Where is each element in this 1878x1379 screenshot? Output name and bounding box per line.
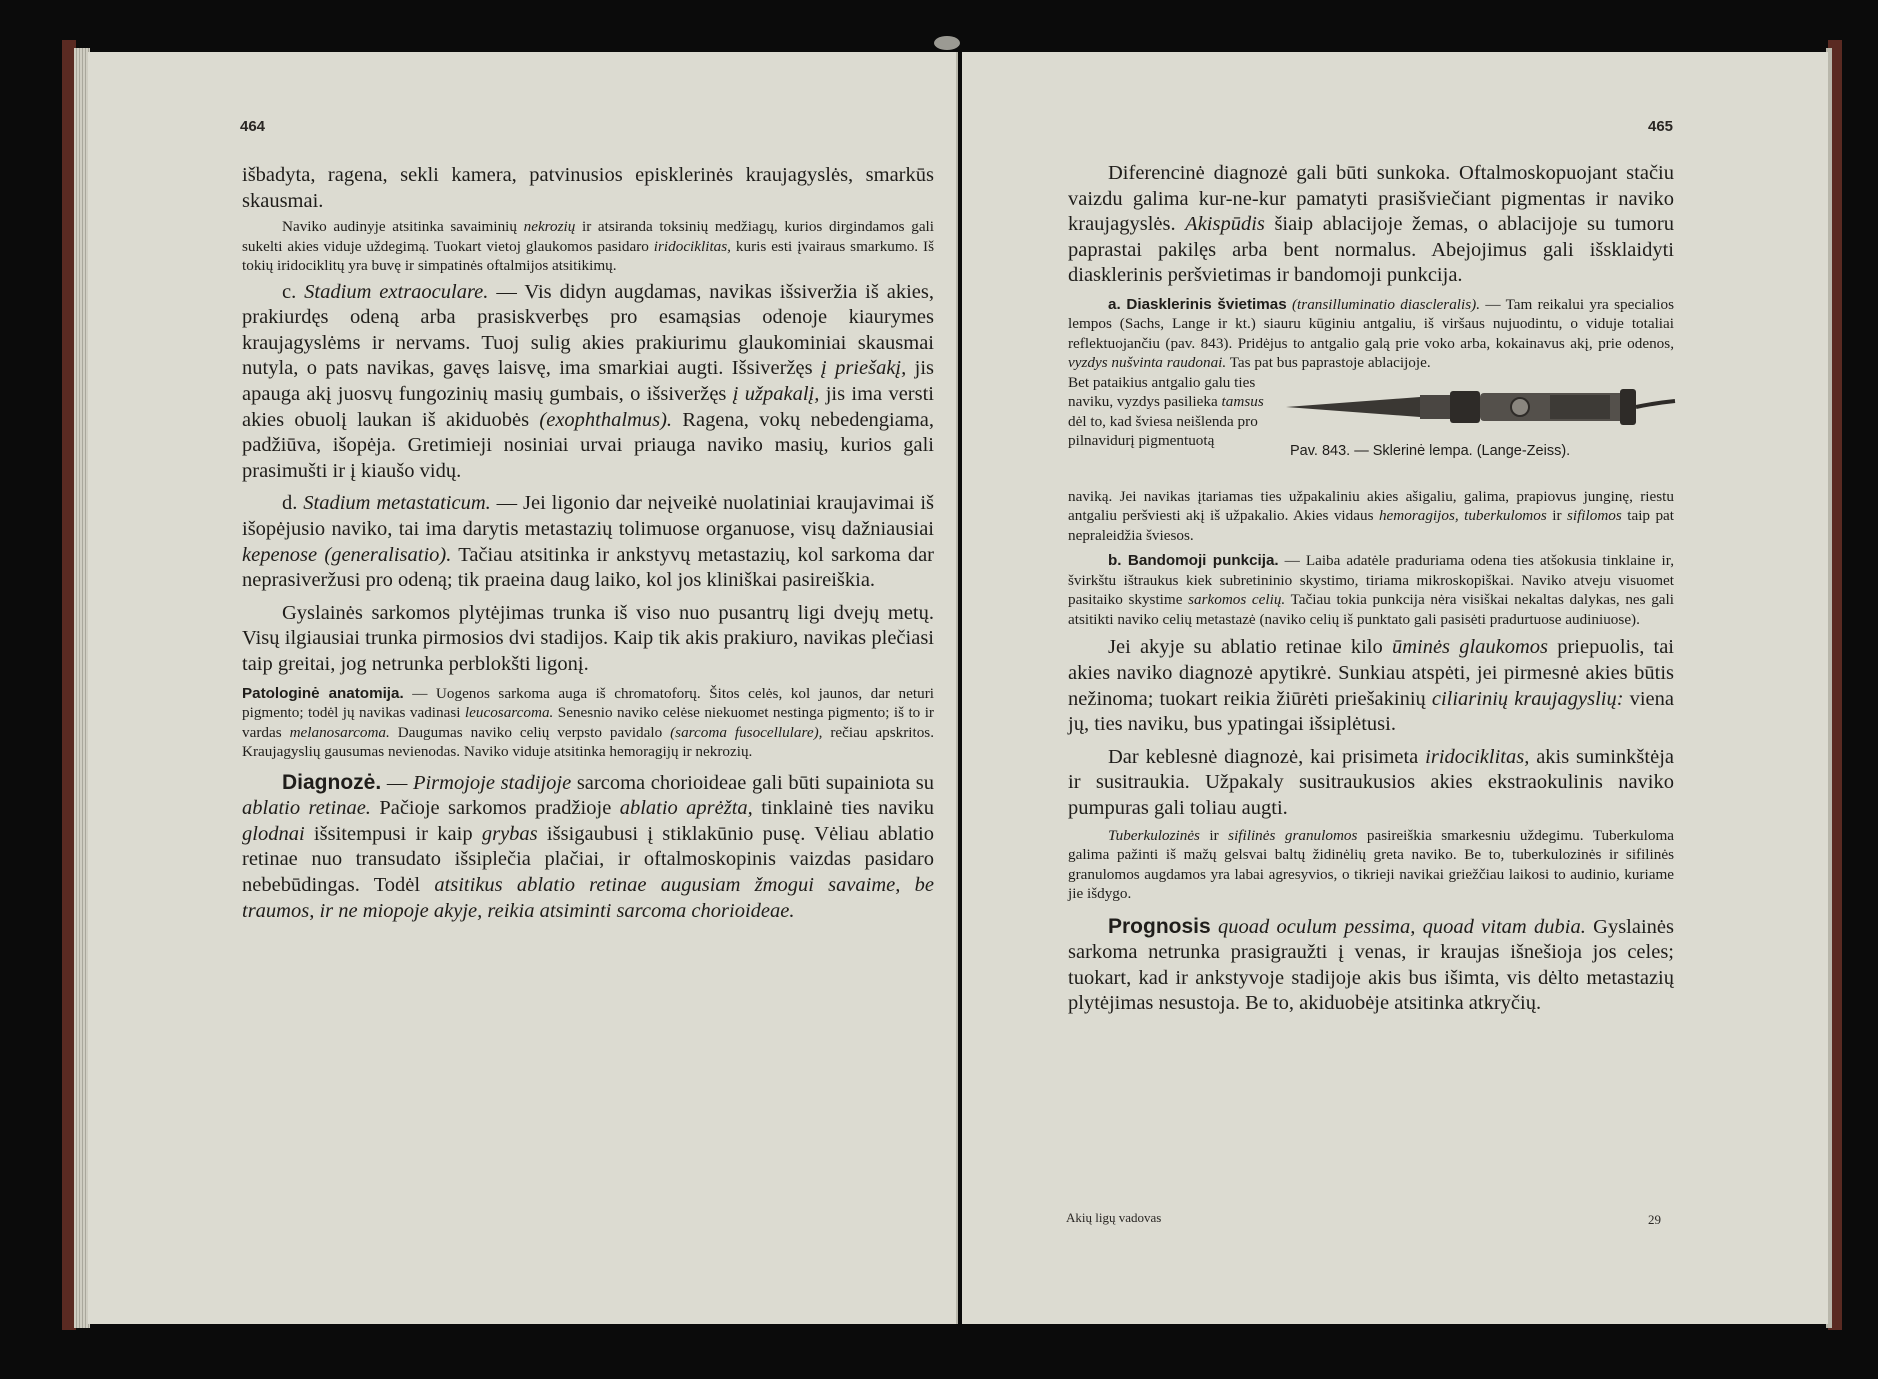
paragraph-iridocyclitis: Dar keblesnė diagnozė, kai prisimeta iridociklitas, akis suminkštėja ir susitraukia. Užpakaly susitraukusios akies ekstraokulinis naviko pumpuras gali toliau augti.: [1068, 745, 1674, 820]
footer-signature-number: 29: [1648, 1212, 1661, 1227]
left-page: [88, 52, 958, 1324]
paragraph-granulomas: Tuberkulozinės ir sifilinės granulomos pasireiškia smarkesniu uždegimu. Tuberkuloma galima pažinti iš mažų gelsvai baltų židinėlių greta naviko. Be to, tuberkulozinės ir sifilinės granulomos augdamos yra labai agresyvios, o tikrieji navikai griežčiau laikosi to audinio, kuriame jie išdygo.: [1068, 826, 1674, 903]
heading-pathological-anatomy: Patologinė anatomija.: [242, 684, 404, 702]
paragraph-duration: Gyslainės sarkomos plytėjimas trunka iš viso nuo pusantrų ligi dvejų metų. Visų ilgiausiai trunka pirmosios dvi stadijos. Kaip tik akis prakiuro, navikas plečiasi taip greitai, jog netrunka perblokšti ligonį.: [242, 601, 934, 675]
right-page: [962, 52, 1828, 1324]
left-page-body: [242, 163, 934, 924]
paragraph-necrosis: Naviko audinyje atsitinka savaiminių nekrozių ir atsiranda toksinių medžiagų, kurios dirgindamos gali sukelti akies viduje uždegimą. Tuokart vietoj glaukomos pasidaro iridociklitas, kuris esti įvairaus smarkumo. Iš tokių iridociklitų yra buvę ir simpatinės oftalmijos atsitikimų.: [242, 218, 934, 275]
heading-diascleral-illumination: a. Diasklerinis švietimas: [1108, 295, 1287, 313]
figure-caption: Pav. 843. — Sklerinė lempa. (Lange-Zeiss).: [1290, 442, 1571, 459]
paragraph-stadium-metastaticum: d. Stadium metastaticum. — Jei ligonio dar neįveikė nuolatiniai kraujavimai iš išopėjusio naviko, tai ima darytis metastazių tolimuose organuose, visų dažniausiai kepenose (generalisatio). Tačiau atsitinka ir ankstyvų metastazių, kol sarkoma dar neprasiveržusi pro odeną; tik praeina daug laiko, kol jos kliniškai pasireiškia.: [242, 492, 934, 592]
paragraph-diascleral-illumination: a. Diasklerinis švietimas (transilluminatio diascleralis). — Tam reikalui yra specialios lempos (Sachs, Lange ir kt.) siauru kūginiu antgaliu, iš viršaus nujuodintu, o viduje totaliai reflektuojančiu (pav. 843). Pridėjus to antgalio galą prie voko arba, kokainavus akį, prie odenos, vyzdys nušvinta raudonai. Tas pat bus paprastoje ablacijoje.: [1068, 295, 1674, 372]
paragraph-diagnosis: Diagnozė. — Pirmojoje stadijoje sarcoma chorioideae gali būti supainiota su ablatio retinae. Pačioje sarkomos pradžioje ablatio aprėžta, tinklainė ties naviku glodnai išsitempusi ir kaip grybas išsigaubusi į stiklakūnio pusę. Vėliau ablatio retinae nuo transudato išsiplečia plačiai, ir oftalmoskopinis vaizdas pasidaro nebebūdingas. Todėl atsitikus ablatio retinae augusiam žmogui savaime, be traumos, ir ne miopoje akyje, reikia atsiminti sarcoma chorioideae.: [242, 770, 934, 922]
paragraph-prognosis: Prognosis quoad oculum pessima, quoad vitam dubia. Gyslainės sarkoma netrunka prasigraužti į venas, ir kraujas išnešioja jos celes; tuokart, kad ir ankstyvoje stadijoje akis bus išimta, vis dėlto metastazių plytėjimas nesustoja. Be to, akiduobėje atsitinka atkryčių.: [1068, 914, 1674, 1015]
right-page-body: [1068, 161, 1674, 1017]
paragraph-test-puncture: b. Bandomoji punkcija. — Laiba adatėle praduriama odena ties atšokusia tinklaine ir, švirkštu ištraukus kiek subretininio skystimo, tiriama mikroskopiškai. Naviko atveju visuomet pasitaiko skystime sarkomos celių. Tačiau tokia punkcija nėra visiškai nekaltas dalykas, nes gali atsitikti naviko celių metastazė (naviko celių iš punktato gali pasisėti pradurtuose audiniuose).: [1068, 552, 1674, 628]
paragraph-differential-diagnosis: Diferencinė diagnozė gali būti sunkoka. Oftalmoskopuojant stačiu vaizdu galima kur-ne-kur pamatyti prasišviečiant pigmentas ir naviko kraujagyslės. Akispūdis šiaip ablacijoje žemas, o ablacijoje su tumoru paprastai pakilęs arba bent normalus. Abejojimus gali išsklaidyti diasklerinis peršvietimas ir bandomoji punkcija.: [1068, 162, 1674, 287]
paragraph-stadium-extraoculare: c. Stadium extraoculare. — Vis didyn augdamas, navikas išsiveržia iš akies, prakiurdęs odeną arba prasiskverbęs pro esamąsias odenoje kiaurymes kraujagyslėms ir nervams. Tuoj sulig akies prakiurimu glaukominiai skausmai nutyla, o pats navikas, gavęs laisvę, ima smarkiai augti. Išsiveržęs į priešakį, jis apauga akį juosvų fungozinių masių gumbais, o išsiveržęs į užpakalį, jis ima versti akies obuolį laukan iš akiduobės (exophthalmus). Ragena, vokų nebedengiama, padžiūva, išopėja. Gretimieji nosiniai urvai priauga naviko masių, kurios gali prasimušti ir į kiaušo vidų.: [242, 280, 935, 482]
heading-diagnosis: Diagnozė.: [282, 770, 382, 794]
figure-wrap-block: [1068, 373, 1674, 491]
page-number-left: 464: [240, 118, 266, 135]
heading-prognosis: Prognosis: [1108, 914, 1211, 938]
page-number-right: 465: [1648, 118, 1674, 135]
paragraph-acute-glaucoma: Jei akyje su ablatio retinae kilo ūminės glaukomos priepuolis, tai akies naviko diagnozė apytikrė. Sunkiau atspėti, jei pirmesnė akies būtis nežinoma; tuokart reikia žiūrėti priešakinių ciliarinių kraujagyslių: viena jų, ties naviku, bus ypatingai išsiplėtusi.: [1068, 636, 1675, 736]
scleral-lamp-figure: [1280, 377, 1680, 437]
spine-mark-top: [934, 36, 960, 50]
paragraph-pathological-anatomy: Patologinė anatomija. — Uogenos sarkoma auga iš chromatoforų. Šitos celės, kol jaunos, dar neturi pigmento; todėl jų navikas vadinasi leucosarcoma. Senesnio naviko celėse niekuomet nestinga pigmento; iš to ir vardas melanosarcoma. Daugumas naviko celių verpsto pavidalo (sarcoma fusocellulare), rečiau apskritos. Kraujagyslių gausumas nevienodas. Naviko viduje atsitinka hemoragijų ir nekrozių.: [242, 684, 934, 761]
footer-book-title: Akių ligų vadovas: [1066, 1210, 1162, 1225]
paragraph-figure-continuation: naviką. Jei navikas įtariamas ties užpakaliniu akies ašigaliu, galima, prapiovus junginę, riestu antgaliu peršviesti akį iš užpakalio. Akies vidaus hemoragijos, tuberkulomos ir sifilomos taip pat nepraleidžia šviesos.: [1068, 487, 1675, 544]
paragraph-continuation: išbadyta, ragena, sekli kamera, patvinusios episklerinės kraujagyslės, smarkūs skausmai.: [242, 164, 934, 212]
heading-test-puncture: b. Bandomoji punkcija.: [1108, 552, 1279, 570]
paragraph-figure-wrap: Bet pataikius antgalio galu ties naviku, vyzdys pasilieka tamsus dėl to, kad šviesa neišlenda pro pilnavidurį pigmentuotą: [1068, 373, 1264, 450]
